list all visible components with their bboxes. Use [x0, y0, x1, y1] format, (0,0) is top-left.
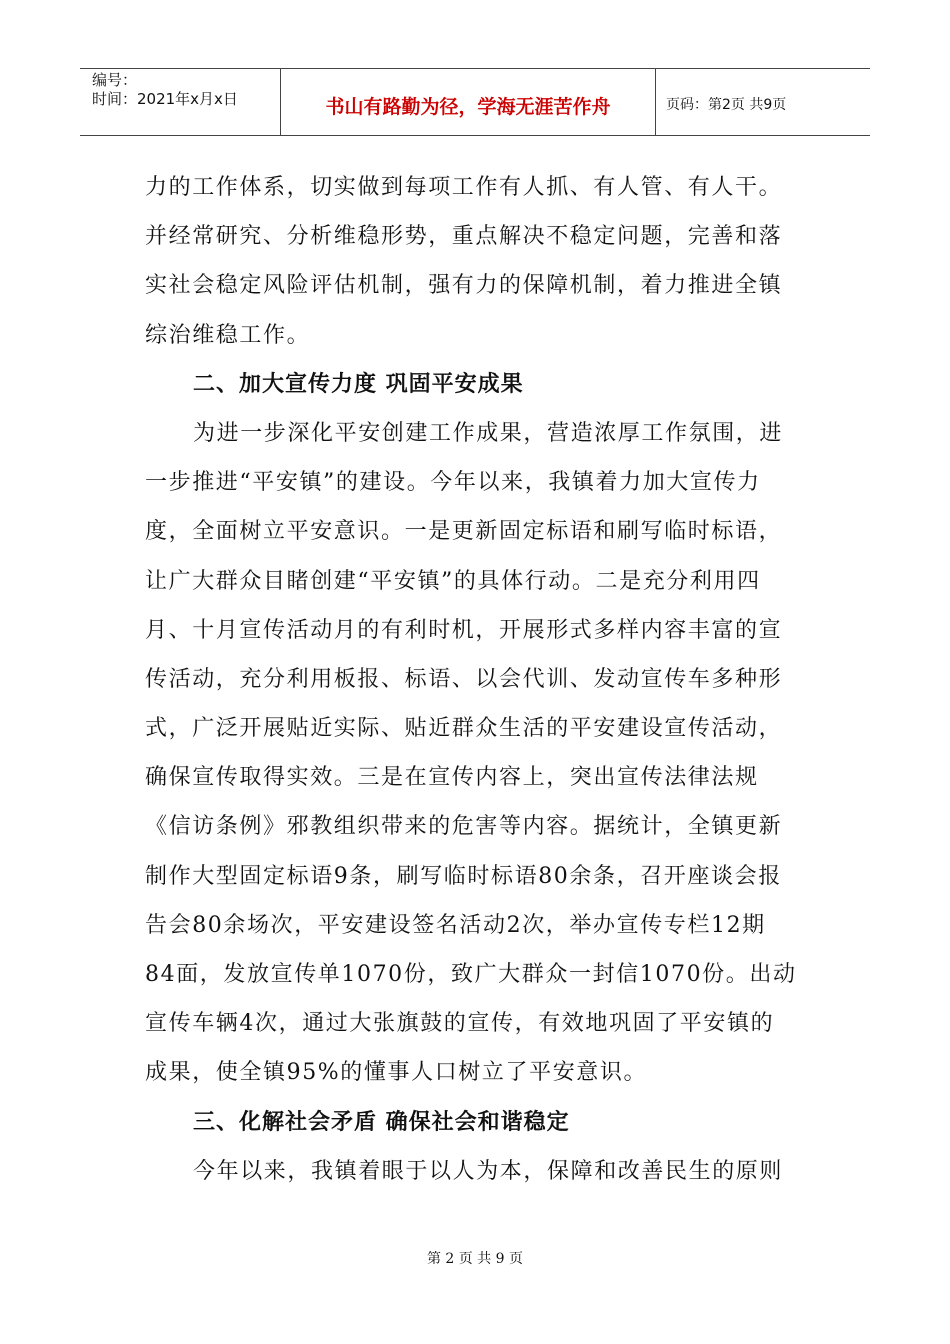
header-meta — [80, 69, 281, 135]
document-date: 时间：2021年x月x日 — [92, 90, 238, 108]
body-line: 月、十月宣传活动月的有利时机，开展形式多样内容丰富的宣 — [145, 617, 783, 643]
body-line: 并经常研究、分析维稳形势，重点解决不稳定问题，完善和落 — [145, 224, 783, 250]
body-line: 《信访条例》邪教组织带来的危害等内容。据统计，全镇更新 — [145, 814, 783, 840]
header-page-code: 页码：第2页 共9页 — [666, 97, 787, 113]
body-line: 84面，发放宣传单1070份，致广大群众一封信1070份。出动 — [145, 962, 797, 987]
body-line: 告会80余场次，平安建设签名活动2次，举办宣传专栏12期 — [145, 912, 766, 938]
header-motto: 书山有路勤为径，学海无涯苦作舟 — [281, 69, 656, 135]
body-line: 一步推进“平安镇”的建设。今年以来，我镇着力加大宣传力 — [145, 470, 761, 496]
body-line: 今年以来，我镇着眼于以人为本，保障和改善民生的原则 — [193, 1158, 784, 1184]
body-line: 传活动，充分利用板报、标语、以会代训、发动宣传车多种形 — [145, 666, 783, 692]
page-footer: 第 2 页 共 9 页 — [426, 1251, 524, 1267]
body-line: 让广大群众目睹创建“平安镇”的具体行动。二是充分利用四 — [145, 568, 761, 594]
body-line: 为进一步深化平安创建工作成果，营造浓厚工作氛围，进 — [193, 420, 784, 446]
body-line: 宣传车辆4次，通过大张旗鼓的宣传，有效地巩固了平安镇的 — [145, 1011, 775, 1037]
body-line: 综治维稳工作。 — [145, 322, 311, 348]
body-line: 力的工作体系，切实做到每项工作有人抓、有人管、有人干。 — [145, 175, 783, 200]
body-line: 成果，使全镇95%的懂事人口树立了平安意识。 — [145, 1060, 648, 1086]
body-line: 实社会稳定风险评估机制，强有力的保障机制，着力推进全镇 — [145, 273, 783, 299]
body-line: 度，全面树立平安意识。一是更新固定标语和刷写临时标语， — [145, 519, 783, 545]
document-number: 编号： — [92, 71, 138, 89]
body-line: 制作大型固定标语9条，刷写临时标语80余条，召开座谈会报 — [145, 863, 782, 889]
page-header — [80, 68, 870, 136]
section-heading-2: 二、加大宣传力度 巩固平安成果 — [193, 371, 524, 397]
document-body — [145, 163, 805, 1196]
body-line: 确保宣传取得实效。三是在宣传内容上，突出宣传法律法规 — [145, 765, 759, 791]
section-heading-3: 三、化解社会矛盾 确保社会和谐稳定 — [193, 1109, 570, 1135]
body-line: 式，广泛开展贴近实际、贴近群众生活的平安建设宣传活动， — [145, 716, 783, 742]
